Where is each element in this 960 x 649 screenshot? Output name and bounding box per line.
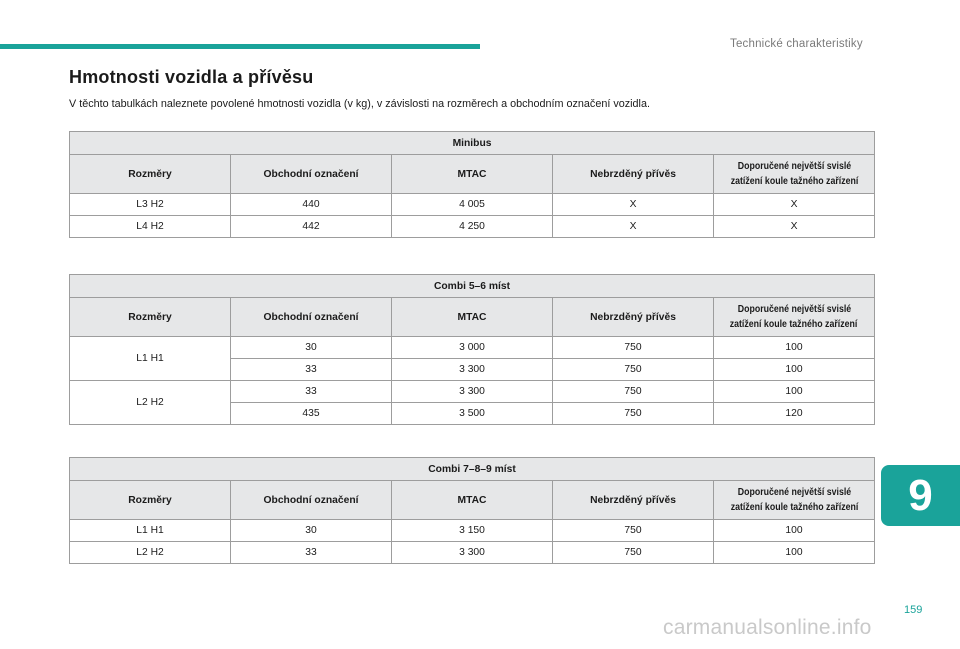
cell-mtac: 3 000 bbox=[392, 337, 553, 359]
cell-dimensions: L2 H2 bbox=[70, 381, 231, 425]
table-caption: Combi 7–8–9 míst bbox=[70, 458, 875, 481]
cell-towball-load: X bbox=[714, 194, 875, 216]
table-row bbox=[70, 381, 875, 403]
cell-towball-load: X bbox=[714, 216, 875, 238]
cell-dimensions: L3 H2 bbox=[70, 194, 231, 216]
cell-unbraked-trailer: X bbox=[553, 216, 714, 238]
cell-unbraked-trailer: 750 bbox=[553, 337, 714, 359]
column-header-dimensions: Rozměry bbox=[70, 481, 231, 520]
cell-dimensions: L2 H2 bbox=[70, 542, 231, 564]
towball-load-line-1: Doporučené největší svislé bbox=[737, 304, 851, 315]
table-row bbox=[70, 337, 875, 359]
table-caption: Combi 5–6 míst bbox=[70, 275, 875, 298]
combi-5-6-table bbox=[69, 274, 875, 425]
column-header-dimensions: Rozměry bbox=[70, 298, 231, 337]
towball-load-line-2: zatížení koule tažného zařízení bbox=[730, 502, 858, 513]
cell-commercial-designation: 33 bbox=[231, 542, 392, 564]
cell-dimensions: L1 H1 bbox=[70, 337, 231, 381]
column-header-dimensions: Rozměry bbox=[70, 155, 231, 194]
table-caption: Minibus bbox=[70, 132, 875, 155]
column-header-mtac: MTAC bbox=[392, 298, 553, 337]
cell-mtac: 3 150 bbox=[392, 520, 553, 542]
cell-mtac: 3 500 bbox=[392, 403, 553, 425]
towball-load-line-2: zatížení koule tažného zařízení bbox=[730, 176, 858, 187]
cell-unbraked-trailer: 750 bbox=[553, 520, 714, 542]
cell-commercial-designation: 435 bbox=[231, 403, 392, 425]
cell-unbraked-trailer: X bbox=[553, 194, 714, 216]
cell-commercial-designation: 440 bbox=[231, 194, 392, 216]
cell-unbraked-trailer: 750 bbox=[553, 381, 714, 403]
cell-towball-load: 100 bbox=[714, 520, 875, 542]
column-header-towball-load bbox=[714, 155, 875, 194]
column-header-towball-load bbox=[714, 298, 875, 337]
minibus-table bbox=[69, 131, 875, 238]
cell-towball-load: 100 bbox=[714, 337, 875, 359]
column-header-mtac: MTAC bbox=[392, 481, 553, 520]
chapter-tab: 9 bbox=[881, 465, 960, 526]
intro-text: V těchto tabulkách naleznete povolené hmotnosti vozidla (v kg), v závislosti na rozměrech a obchodním označení vozidla. bbox=[69, 98, 650, 110]
cell-towball-load: 100 bbox=[714, 381, 875, 403]
cell-commercial-designation: 33 bbox=[231, 381, 392, 403]
cell-dimensions: L4 H2 bbox=[70, 216, 231, 238]
cell-towball-load: 120 bbox=[714, 403, 875, 425]
watermark: carmanualsonline.info bbox=[663, 616, 872, 639]
cell-towball-load: 100 bbox=[714, 359, 875, 381]
towball-load-line-2: zatížení koule tažného zařízení bbox=[730, 319, 858, 330]
section-title: Technické charakteristiky bbox=[730, 38, 863, 50]
column-header-unbraked-trailer: Nebrzděný přívěs bbox=[553, 155, 714, 194]
towball-load-line-1: Doporučené největší svislé bbox=[737, 161, 851, 172]
table-row bbox=[70, 216, 875, 238]
cell-mtac: 3 300 bbox=[392, 359, 553, 381]
table-row bbox=[70, 194, 875, 216]
cell-unbraked-trailer: 750 bbox=[553, 403, 714, 425]
column-header-unbraked-trailer: Nebrzděný přívěs bbox=[553, 298, 714, 337]
cell-mtac: 3 300 bbox=[392, 542, 553, 564]
cell-towball-load: 100 bbox=[714, 542, 875, 564]
column-header-towball-load bbox=[714, 481, 875, 520]
top-accent-bar bbox=[0, 44, 480, 49]
column-header-commercial-designation: Obchodní označení bbox=[231, 155, 392, 194]
cell-commercial-designation: 442 bbox=[231, 216, 392, 238]
column-header-commercial-designation: Obchodní označení bbox=[231, 481, 392, 520]
cell-commercial-designation: 30 bbox=[231, 337, 392, 359]
column-header-commercial-designation: Obchodní označení bbox=[231, 298, 392, 337]
page-title: Hmotnosti vozidla a přívěsu bbox=[69, 67, 314, 87]
combi-7-8-9-table bbox=[69, 457, 875, 564]
cell-commercial-designation: 33 bbox=[231, 359, 392, 381]
cell-unbraked-trailer: 750 bbox=[553, 359, 714, 381]
towball-load-line-1: Doporučené největší svislé bbox=[737, 487, 851, 498]
cell-commercial-designation: 30 bbox=[231, 520, 392, 542]
column-header-unbraked-trailer: Nebrzděný přívěs bbox=[553, 481, 714, 520]
cell-unbraked-trailer: 750 bbox=[553, 542, 714, 564]
cell-dimensions: L1 H1 bbox=[70, 520, 231, 542]
column-header-mtac: MTAC bbox=[392, 155, 553, 194]
table-row bbox=[70, 542, 875, 564]
cell-mtac: 4 250 bbox=[392, 216, 553, 238]
table-row bbox=[70, 520, 875, 542]
cell-mtac: 3 300 bbox=[392, 381, 553, 403]
cell-mtac: 4 005 bbox=[392, 194, 553, 216]
page-number: 159 bbox=[904, 604, 923, 616]
